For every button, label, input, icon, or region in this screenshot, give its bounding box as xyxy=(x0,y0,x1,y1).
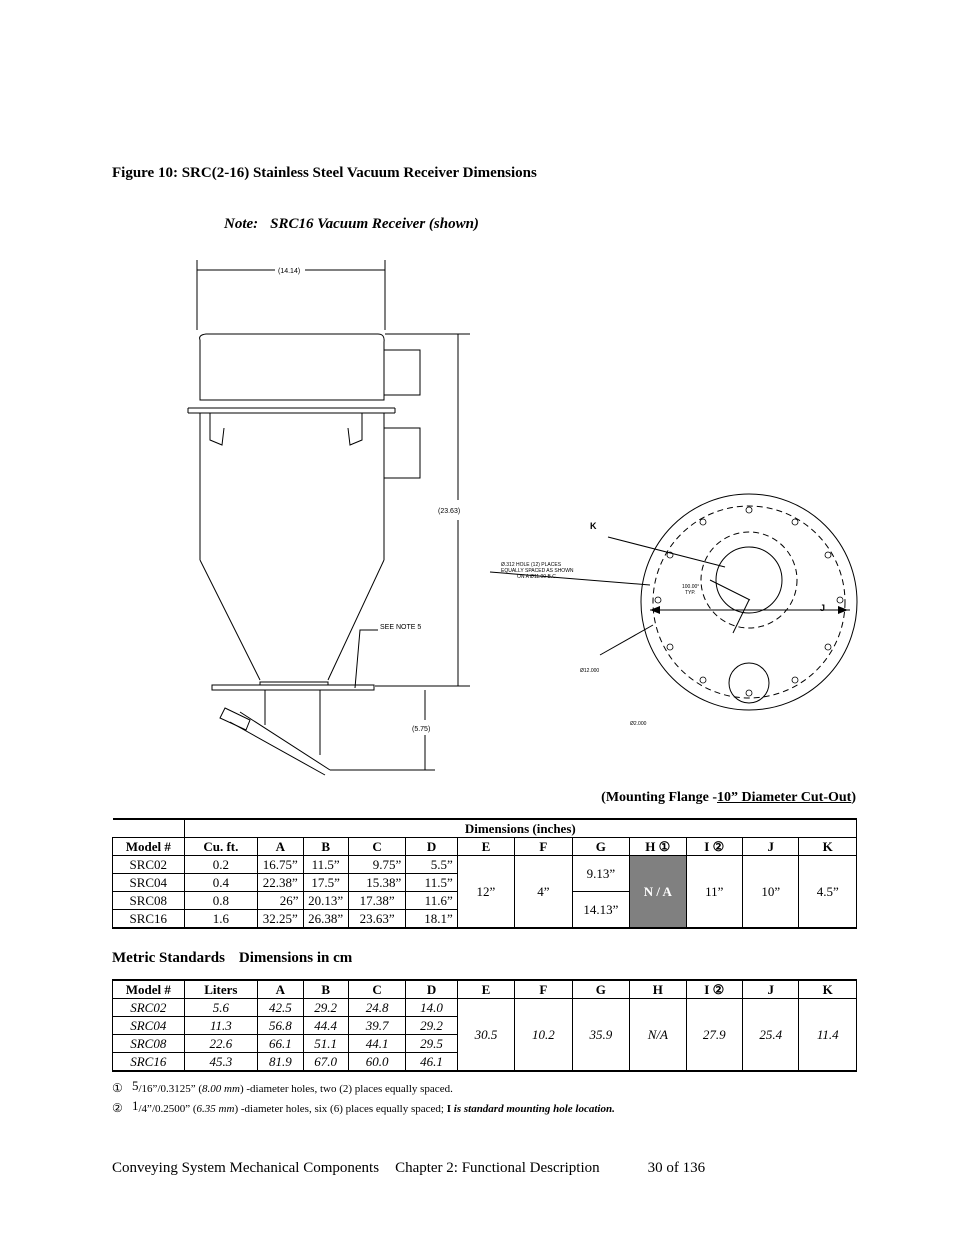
imperial-dimensions-table xyxy=(112,818,857,929)
table-row: SRC02 0.2 16.75” 11.5” 9.75” 5.5” 12” 4” 9.13” N / A 11” 10” 4.5” xyxy=(113,856,857,874)
table-row: SRC16 1.6 32.25” 26.38” 23.63” 18.1” xyxy=(113,910,857,929)
table-row: SRC02 5.6 42.5 29.2 24.8 14.0 30.5 10.2 35.9 N/A 27.9 25.4 11.4 xyxy=(113,999,857,1017)
header-row: Model # Liters A B C D E F G H I ② J K xyxy=(113,980,857,999)
footer-section: Conveying System Mechanical Components xyxy=(112,1160,380,1176)
table-row: SRC04 0.4 22.38” 17.5” 15.38” 11.5” xyxy=(113,874,857,892)
flange-note: (Mounting Flange -10” Diameter Cut-Out) xyxy=(601,790,856,805)
dim-bottom: (5.75) xyxy=(412,726,431,733)
label-k: K xyxy=(590,521,597,531)
note-label: Note: xyxy=(224,216,259,232)
see-note: SEE NOTE 5 xyxy=(380,624,422,631)
footer-chapter: Chapter 2: Functional Description xyxy=(395,1160,600,1176)
group-header: Dimensions (inches) xyxy=(184,819,856,838)
table-row: SRC08 22.6 66.1 51.1 44.1 29.5 xyxy=(113,1035,857,1053)
figure-title: Figure 10: SRC(2-16) Stainless Steel Vacuum Receiver Dimensions xyxy=(112,165,537,181)
note-text: SRC16 Vacuum Receiver (shown) xyxy=(270,216,479,232)
footer-page: 30 of 136 xyxy=(647,1160,706,1176)
dim-height: (23.63) xyxy=(438,508,461,515)
table-row: SRC04 11.3 56.8 44.4 39.7 29.2 xyxy=(113,1017,857,1035)
angle-typ: TYP. xyxy=(685,590,696,596)
dia-12: Ø12.000 xyxy=(580,668,600,674)
footnote-1: ① $^5$/16”/0.3125” (8.00 mm) -diameter holes, two (2) places equally spaced. xyxy=(112,1078,453,1095)
hole-note-2: EQUALLY SPACED AS SHOWN xyxy=(501,568,574,574)
footnote-2: ② $^1$/4”/0.2500” (6.35 mm) -diameter holes, six (6) places equally spaced; I is standard mounting hole location. xyxy=(112,1098,615,1115)
angle-label: 100.00° xyxy=(682,584,700,590)
dia-2: Ø2.000 xyxy=(630,721,647,727)
figure-note xyxy=(224,216,479,233)
metric-dimensions-table xyxy=(112,979,857,1072)
page-footer xyxy=(112,1160,705,1177)
metric-title: Metric Standards Dimensions in cm xyxy=(112,950,353,966)
table-row: SRC16 45.3 81.9 67.0 60.0 46.1 xyxy=(113,1053,857,1072)
hole-note-3: ON A Ø11.00 B.C. xyxy=(517,574,558,580)
hole-note-1: Ø.312 HOLE (12) PLACES xyxy=(501,562,562,568)
dim-width: (14.14) xyxy=(278,268,301,275)
receiver-drawing xyxy=(180,250,870,780)
label-j: J xyxy=(820,603,826,613)
table-row: SRC08 0.8 26” 20.13” 17.38” 11.6” 14.13” xyxy=(113,892,857,910)
header-row: Model # Cu. ft. A B C D E F G H ① I ② J K xyxy=(113,838,857,856)
